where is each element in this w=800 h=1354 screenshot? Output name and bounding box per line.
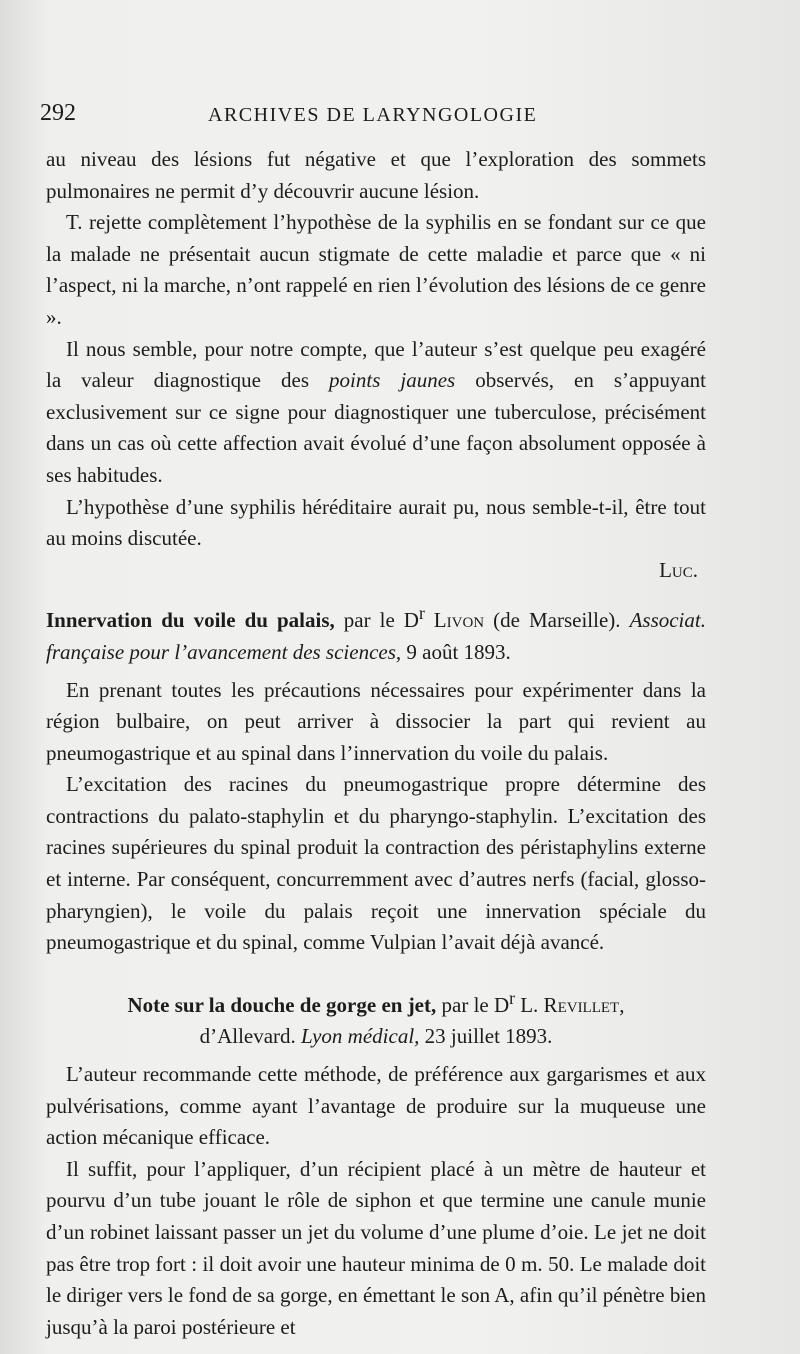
article-title: Innervation du voile du palais, (46, 608, 335, 633)
source-title: Lyon médical, (301, 1024, 420, 1049)
author-place: d’Allevard. (199, 1024, 302, 1049)
paragraph: L’hypothèse d’une syphilis héréditaire aurait pu, nous semble-t-il, être tout au moins discutée. (46, 494, 706, 551)
paragraph: L’auteur recommande cette méthode, de préférence aux gargarismes et aux pulvérisations, comme ayant l’avantage de produire sur la muqueuse une action mécanique efficace. (46, 1062, 706, 1150)
byline: par le D (436, 992, 510, 1017)
journal-title: ARCHIVES DE LARYNGOLOGIE (208, 104, 538, 126)
italic-term: points jaunes (329, 368, 456, 393)
paragraph: T. rejette complètement l’hypothèse de la syphilis en se fondant sur ce que la malade ne présentait aucun stigmate de cette maladie et parce que « ni l’aspect, ni la marche, n’ont rappelé en rien l’évolution des lésions de ce genre ». (46, 210, 706, 329)
paragraph: au niveau des lésions fut négative et que l’exploration des sommets pulmonaires ne permit d’y découvrir aucune lésion. (46, 147, 706, 203)
paragraph (46, 334, 706, 492)
source-title: Associat. française pour l’avancement des sciences, (46, 608, 706, 664)
paragraph: En prenant toutes les précautions nécessaires pour expérimenter dans la région bulbaire, on peut arriver à dissocier la part qui revient au pneumogastrique et au spinal dans l’innervation du voile du palais. (46, 677, 706, 765)
author-name: Livon (424, 608, 485, 633)
article-title: Note sur la douche de gorge en jet, (127, 992, 437, 1017)
running-head (40, 100, 740, 134)
paragraph: L’excitation des racines du pneumogastrique propre détermine des contractions du palato-staphylin et du pharyngo-staphylin. L’excitation des racines supérieures du spinal produit la contraction des péristaphylins externe et interne. Par conséquent, concurremment avec d’autres nerfs (facial, glosso-pharyngien), le voile du palais reçoit une innervation spéciale du pneumogastrique et du spinal, comme Vulpian l’avait déjà avancé. (46, 772, 706, 955)
page-body (46, 144, 706, 1343)
page-number: 292 (40, 100, 76, 126)
byline-superscript: r (418, 603, 425, 624)
author-name: L. Revillet, (514, 992, 625, 1017)
byline: par le D (334, 608, 419, 633)
publication-date: 23 juillet 1893. (419, 1024, 553, 1049)
author-place: (de Marseille). (484, 608, 630, 633)
paragraph: Il suffit, pour l’appliquer, d’un récipient placé à un mètre de hauteur et pourvu d’un tube jouant le rôle de siphon et que termine une canule munie d’un robinet laissant passer un jet du volume d’une plume d’oie. Le jet ne doit pas être trop fort : il doit avoir une hauteur minima de 0 m. 50. Le malade doit le diriger vers le fond de sa gorge, en émettant le son A, afin qu’il pénètre bien jusqu’à la paroi postérieure et (46, 1156, 706, 1339)
paragraph-text: Il nous semble, pour notre compte, que l’auteur s’est quelque peu exagéré la valeur diagnostique des (46, 336, 706, 393)
paragraph-text: observés, en s’appuyant exclusivement sur ce signe pour diagnostiquer une tuberculose, précisément dans un cas où cette affection avait évolué d’une façon absolument opposée à ses habitudes. (46, 368, 706, 487)
publication-date: 9 août 1893. (401, 639, 511, 664)
review-heading (46, 598, 706, 668)
review-heading (46, 983, 706, 1053)
byline-superscript: r (509, 987, 515, 1008)
section-gap (46, 959, 706, 977)
reviewer-signature: Luc. (659, 557, 698, 582)
